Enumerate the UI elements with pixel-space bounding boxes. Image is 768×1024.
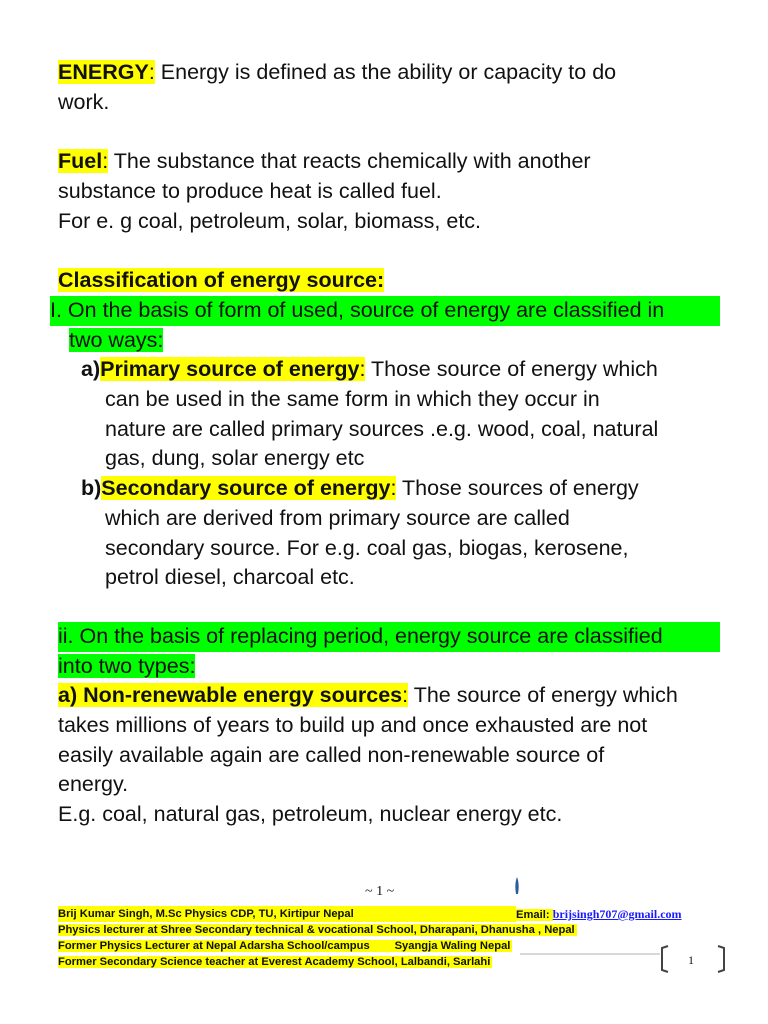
energy-colon: : [148,60,155,84]
nonrenewable-line-1: a) Non-renewable energy sources: The source of energy which [58,683,678,707]
footer-line-2: Physics lecturer at Shree Secondary technical & vocational School, Dharapani, Dhanusha , Nepal [58,924,575,936]
footer-email-label: Email: [516,909,553,921]
primary-marker: a) [81,357,101,381]
nonrenewable-examples: E.g. coal, natural gas, petroleum, nuclear energy etc. [58,802,563,826]
primary-source-line-3: nature are called primary sources .e.g. wood, coal, natural [105,417,659,441]
fuel-examples: For e. g coal, petroleum, solar, biomass, etc. [58,209,482,233]
energy-definition-text: Energy is defined as the ability or capacity to do [154,60,617,84]
pen-mark-icon [512,876,522,896]
fuel-colon: : [102,149,109,173]
energy-definition-line-2: work. [58,90,110,114]
fuel-definition-line-1 [58,147,591,177]
secondary-source-line-1: b)Secondary source of energy: Those sources of energy [81,476,639,500]
energy-definition-line-1 [58,58,616,88]
footer-author-line [58,906,516,922]
secondary-source-line-3: secondary source. For e.g. coal gas, biogas, kerosene, [105,536,629,560]
page-box-number: 1 [688,953,694,967]
secondary-source-line-4: petrol diesel, charcoal etc. [105,565,355,589]
secondary-source-line-2: which are derived from primary source are called [105,506,570,530]
primary-source-line-2: can be used in the same form in which they occur in [105,387,600,411]
nonrenewable-line-4: energy. [58,772,129,796]
basis1-line-1: I. On the basis of form of used, source of energy are classified in [50,296,720,326]
fuel-term: Fuel [58,149,103,173]
primary-term: Primary source of energy [100,357,360,381]
primary-source-line-4: gas, dung, solar energy etc [105,446,365,470]
nonrenewable-line-3: easily available again are called non-renewable source of [58,743,605,767]
basis2-line-2: into two types: [58,654,196,678]
footer-email [516,906,682,923]
basis2-line-1: ii. On the basis of replacing period, energy source are classified [58,622,720,652]
nonrenewable-line-2: takes millions of years to build up and once exhausted are not [58,713,648,737]
page-number: ~ 1 ~ [365,884,395,899]
nonrenewable-term: a) Non-renewable energy sources [58,683,403,707]
energy-term: ENERGY [58,60,149,84]
email-link[interactable]: brijsingh707@gmail.com [552,907,682,921]
footer-line-3: Former Physics Lecturer at Nepal Adarsha School/campus Syangja Waling Nepal [58,940,511,952]
secondary-term: Secondary source of energy [101,476,391,500]
primary-source-line-1: a)Primary source of energy: Those source of energy which [81,357,658,381]
footer-author: Brij Kumar Singh, M.Sc Physics CDP, TU, Kirtipur Nepal [58,906,516,922]
fuel-definition-text: The substance that reacts chemically with another [108,149,591,173]
classification-heading: Classification of energy source: [58,268,385,292]
fuel-definition-line-2: substance to produce heat is called fuel. [58,179,442,203]
footer-line-4: Former Secondary Science teacher at Everest Academy School, Lalbandi, Sarlahi [58,956,491,968]
secondary-marker: b) [81,476,102,500]
basis1-line-2: two ways: [69,328,164,352]
